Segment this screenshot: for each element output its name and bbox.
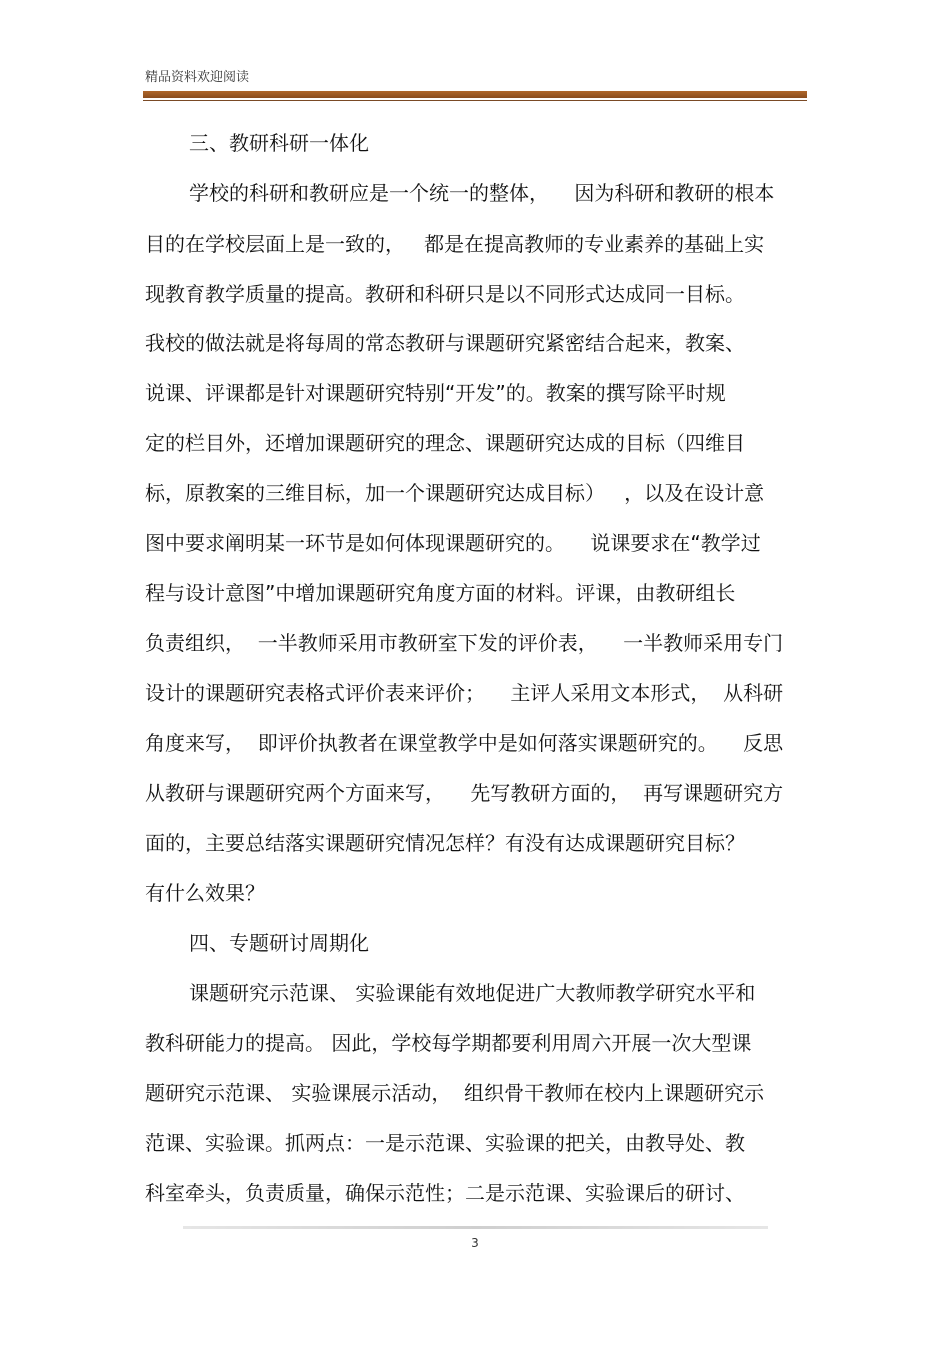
paragraph-line: 图中要求阐明某一环节是如何体现课题研究的。 说课要求在“教学过 (145, 531, 761, 555)
paragraph-line: 我校的做法就是将每周的常态教研与课题研究紧密结合起来，教案、 (145, 331, 745, 355)
paragraph-line: 题研究示范课、 实验课展示活动， 组织骨干教师在校内上课题研究示 (145, 1081, 765, 1105)
page-number: 3 (471, 1236, 479, 1250)
paragraph-line: 标，原教案的三维目标，加一个课题研究达成目标） ，以及在设计意 (145, 481, 765, 505)
footer-divider (183, 1226, 768, 1229)
paragraph-line: 课题研究示范课、 实验课能有效地促进广大教师教学研究水平和 (189, 981, 756, 1005)
paragraph-line: 现教育教学质量的提高。教研和科研只是以不同形式达成同一目标。 (145, 282, 745, 306)
header-divider-thick (143, 91, 807, 98)
paragraph-line: 说课、评课都是针对课题研究特别“开发”的。教案的撰写除平时规 (145, 381, 726, 405)
section-heading-3: 三、教研科研一体化 (189, 131, 369, 155)
paragraph-line: 定的栏目外，还增加课题研究的理念、课题研究达成的目标（四维目 (145, 431, 745, 455)
paragraph-line: 范课、实验课。抓两点：一是示范课、实验课的把关，由教导处、教 (145, 1131, 745, 1155)
paragraph-line: 从教研与课题研究两个方面来写， 先写教研方面的， 再写课题研究方 (145, 781, 784, 805)
header-divider-thin (143, 100, 807, 101)
paragraph-line: 科室牵头，负责质量，确保示范性；二是示范课、实验课后的研讨、 (145, 1181, 745, 1205)
paragraph-line: 有什么效果？ (145, 881, 265, 905)
header-title: 精品资料欢迎阅读 (145, 70, 250, 85)
paragraph-line: 设计的课题研究表格式评价表来评价； 主评人采用文本形式， 从科研 (145, 681, 784, 705)
paragraph-line: 程与设计意图”中增加课题研究角度方面的材料。评课，由教研组长 (145, 581, 736, 605)
paragraph-line: 角度来写， 即评价执教者在课堂教学中是如何落实课题研究的。 反思 (145, 731, 784, 755)
paragraph-line: 负责组织， 一半教师采用市教研室下发的评价表， 一半教师采用专门 (145, 631, 784, 655)
paragraph-line: 目的在学校层面上是一致的， 都是在提高教师的专业素养的基础上实 (145, 232, 765, 256)
section-heading-4: 四、专题研讨周期化 (189, 931, 369, 955)
paragraph-line: 面的，主要总结落实课题研究情况怎样？有没有达成课题研究目标？ (145, 831, 745, 855)
paragraph-line: 学校的科研和教研应是一个统一的整体， 因为科研和教研的根本 (189, 181, 775, 205)
paragraph-line: 教科研能力的提高。 因此，学校每学期都要利用周六开展一次大型课 (145, 1031, 752, 1055)
